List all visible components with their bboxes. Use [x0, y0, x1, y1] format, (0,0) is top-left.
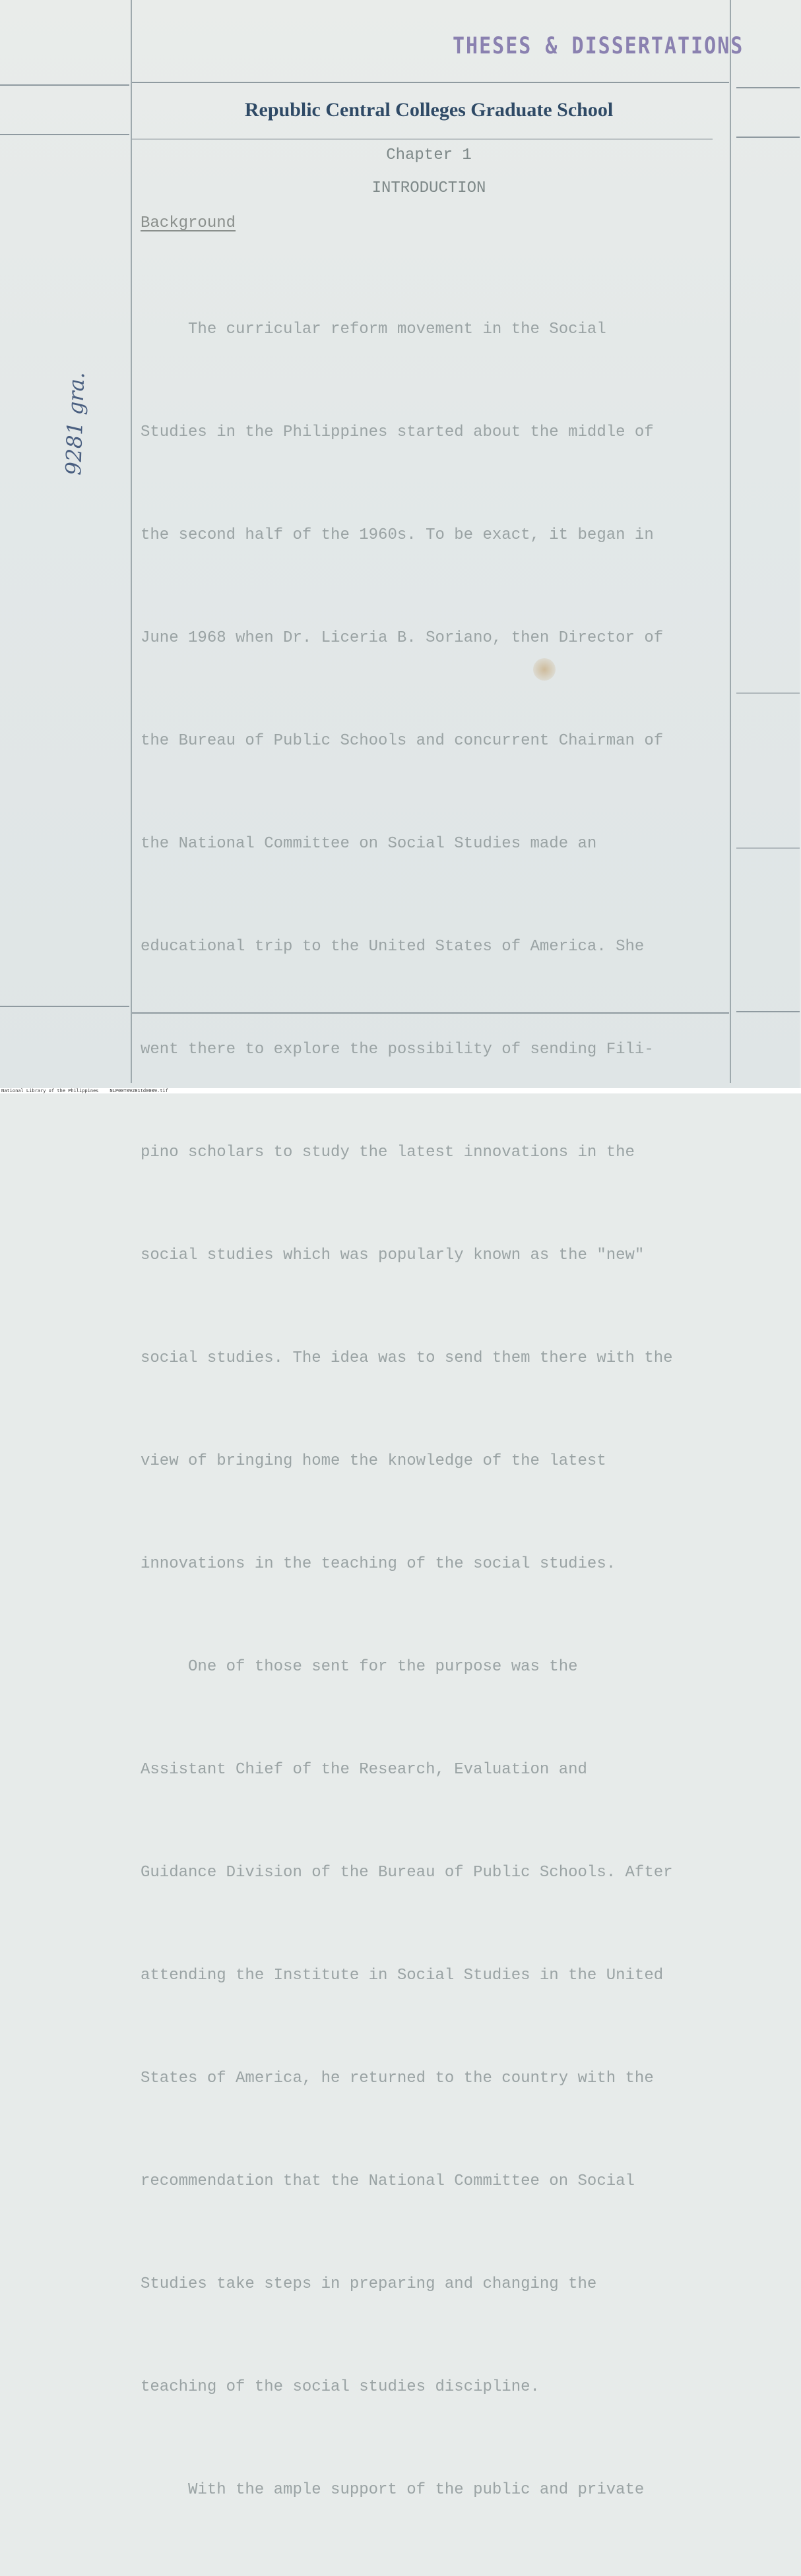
text-line: the second half of the 1960s. To be exact, it began in: [141, 526, 654, 544]
body-text: [141, 244, 734, 2576]
rule-top-main: [132, 82, 729, 83]
rule-top-right: [736, 87, 800, 88]
text-line: attending the Institute in Social Studies in the United: [141, 1967, 664, 1984]
rule-bottom-left: [0, 1006, 129, 1007]
theses-stamp: THESES & DISSERTATIONS: [453, 33, 744, 60]
text-line: Studies take steps in preparing and changing the: [141, 2275, 597, 2293]
text-line: pino scholars to study the latest innovations in the: [141, 1144, 635, 1161]
text-line: innovations in the teaching of the social studies.: [141, 1555, 616, 1573]
text-line: social studies which was popularly known as the "new": [141, 1246, 645, 1264]
text-line: the National Committee on Social Studies made an: [141, 835, 597, 853]
text-line: One of those sent for the purpose was the: [141, 1658, 578, 1676]
text-line: went there to explore the possibility of sending Fili-: [141, 1041, 654, 1058]
rule-top-left: [0, 84, 129, 86]
text-line: Guidance Division of the Bureau of Public Schools. After: [141, 1864, 673, 1882]
chapter-title: INTRODUCTION: [371, 179, 486, 197]
handwritten-call-number: 9281 gra.: [61, 371, 90, 476]
rule-header-left: [0, 134, 129, 135]
text-line: recommendation that the National Committee on Social: [141, 2172, 635, 2190]
text-line: view of bringing home the knowledge of the latest: [141, 1452, 606, 1470]
text-line: The curricular reform movement in the Social: [141, 321, 606, 338]
chapter-number: Chapter 1: [386, 146, 472, 164]
institution-header: Republic Central Colleges Graduate School: [244, 99, 614, 121]
text-line: social studies. The idea was to send them there with the: [141, 1349, 673, 1367]
stain-spot: [533, 658, 556, 681]
text-line: Assistant Chief of the Research, Evaluation and: [141, 1761, 587, 1779]
text-line: the Bureau of Public Schools and concurrent Chairman of: [141, 732, 664, 750]
rule-bottom-right: [736, 1011, 800, 1012]
rule-header-right: [736, 137, 800, 138]
scan-footer: National Library of the Philippines NLP00T09281td0009.tif: [0, 1088, 801, 1093]
text-line: Studies in the Philippines started about the middle of: [141, 423, 654, 441]
text-line: teaching of the social studies discipline.: [141, 2378, 540, 2396]
text-line: With the ample support of the public and private: [141, 2481, 645, 2499]
text-line: States of America, he returned to the country with the: [141, 2070, 654, 2087]
text-line: educational trip to the United States of America. She: [141, 938, 645, 956]
rule-mid-right-2: [736, 847, 800, 849]
section-heading: Background: [141, 214, 236, 232]
rule-mid-right-1: [736, 692, 800, 694]
rule-header-main: [132, 138, 713, 140]
text-line: June 1968 when Dr. Liceria B. Soriano, then Director of: [141, 629, 664, 647]
